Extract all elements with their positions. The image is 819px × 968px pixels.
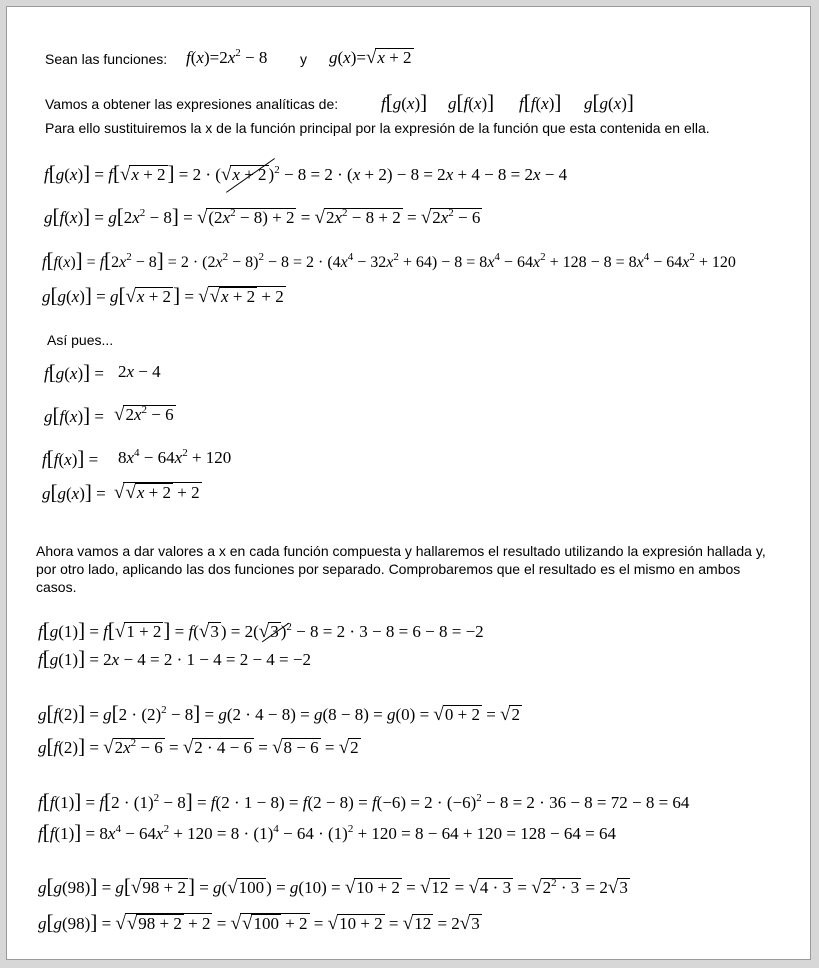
- example-4-direct: g[g(98)] = g[√98 + 2] = g(√100 ) = $g(10) = √10 + 2 = √12 = √4 \cdot 3 = √2^2 \cdot 3 = 2√3$: [38, 874, 628, 898]
- composition-fg: f[g(x)]: [381, 90, 428, 114]
- summary-label-gg: g[g(x)] =: [42, 480, 106, 504]
- composition-gf: g[f(x)]: [448, 90, 495, 114]
- instruction-text: Para ello sustituiremos la x de la función principal por la expresión de la función que esta contenida en ella.: [45, 120, 710, 136]
- derivation-ff: $f[f(x)] = f[2x^2 - 8] = 2 \cdot (2x^2 - 8)^2 - 8 = 2 \cdot (4x^4 - 32x^2 + 64) - 8 = 8x^4 - 64x^2 + 128 - 8 = 8x^4 - 64x^2 + 120$: [42, 248, 736, 272]
- g-definition: g(x)=√x + 2: [329, 47, 412, 68]
- example-1-formula: f[g(1)] = 2x − 4 = 2 · 1 − 4 = 2 − 4 = −2: [38, 646, 311, 670]
- summary-value-gf: $√2x^2 - 6$: [114, 404, 174, 425]
- example-1-direct: f[g(1)] = f[√1 + 2] = f(√3 ) = 2(√3 )$^2$ − 8 = 2 · 3 − 8 = 6 − 8 = −2: [38, 618, 484, 642]
- summary-value-gg: √√x + 2 + 2: [114, 482, 200, 503]
- summary-label-gf: g[f(x)] =: [44, 403, 104, 427]
- summary-heading: Así pues...: [47, 332, 114, 348]
- composition-gg: g[g(x)]: [584, 90, 634, 114]
- example-3-formula: $f[f(1)] = 8x^4 - 64x^2 + 120 = 8 \cdot (1)^4 - 64 \cdot (1)^2 + 120 = 8 - 64 + 120 = 128 - 64 = 64$: [38, 820, 616, 844]
- objective-text: Vamos a obtener las expresiones analíticas de:: [45, 96, 339, 112]
- summary-label-fg: f[g(x)] =: [44, 360, 104, 384]
- summary-value-fg: 2x − 4: [118, 362, 161, 381]
- derivation-gf: $g[f(x)] = g[2x^2 - 8] = √(2x^2 - 8) + 2 = √2x^2 - 8 + 2 = √2x^2 - 6$: [44, 204, 481, 228]
- check-paragraph: Ahora vamos a dar valores a x en cada función compuesta y hallaremos el resultado utilizando la expresión hallada y, por otro lado, aplicando las dos funciones por separado. Comprobaremos que el resultado es el mismo en ambos casos.: [36, 543, 766, 595]
- example-2-direct: $g[f(2)] = g[2 \cdot (2)^2 - 8] = g(2 \cdot 4 - 8) = g(8 - 8) = g(0) = √0 + 2 = √2$: [38, 701, 520, 725]
- f-definition: $f(x)=2x^2 - 8$: [186, 47, 268, 67]
- composition-ff: f[f(x)]: [519, 90, 562, 114]
- derivation-fg: f[g(x)] = f[√x + 2] = 2 · (√x + 2 )$^2$ − 8 = 2 · (x + 2) − 8 = 2x + 4 − 8 = 2x − 4: [44, 161, 568, 185]
- example-4-formula: g[g(98)] = √√98 + 2 + 2 = √√100 + 2 = √10 + 2 = √12 = 2√3: [38, 910, 480, 934]
- summary-value-ff: $8x^4 - 64x^2 + 120$: [118, 447, 232, 467]
- intro-connector: y: [300, 51, 307, 67]
- example-3-direct: $f[f(1)] = f[2 \cdot (1)^2 - 8] = f(2 \cdot 1 - 8) = f(2 - 8) = f(-6) = 2 \cdot (-6)^2 - 8 = 2 \cdot 36 - 8 = 72 - 8 = 64$: [38, 789, 690, 813]
- intro-text: Sean las funciones:: [45, 51, 168, 67]
- example-2-formula: $g[f(2)] = √2x^2 - 6 = √2 \cdot 4 - 6 = √8 - 6 = √2$: [38, 734, 359, 758]
- summary-label-ff: f[f(x)] =: [42, 446, 99, 470]
- derivation-gg: g[g(x)] = g[√x + 2] = √√x + 2 + 2: [42, 283, 284, 307]
